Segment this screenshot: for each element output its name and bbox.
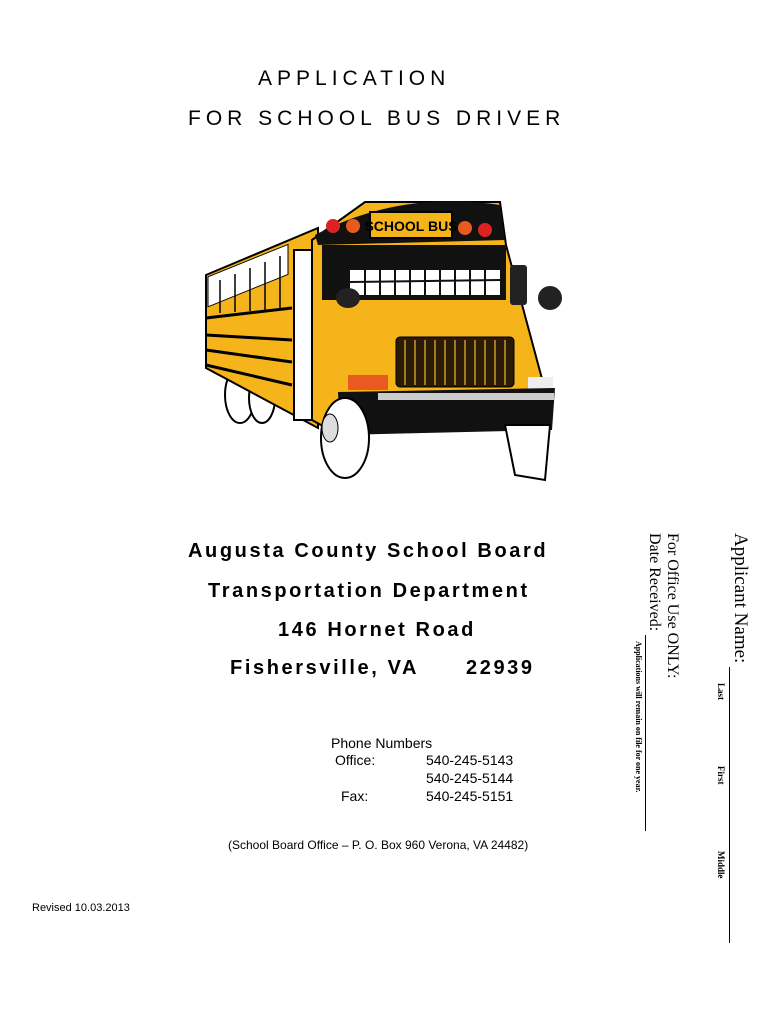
office-phone-2: 540-245-5144 — [426, 770, 514, 786]
label-last: Last — [716, 683, 726, 701]
bus-sign-text: SCHOOL BUS — [364, 218, 458, 234]
department-name: Transportation Department — [208, 580, 530, 602]
office-phone-1: 540-245-5143 — [426, 752, 514, 768]
applicant-sidebar — [634, 533, 751, 943]
title-line-1: APPLICATION — [258, 67, 451, 90]
date-received-field[interactable] — [645, 635, 662, 831]
school-bus-illustration — [200, 190, 570, 490]
applicant-name-label: Applicant Name: — [730, 533, 751, 664]
title-line-2: FOR SCHOOL BUS DRIVER — [188, 107, 566, 130]
label-middle: Middle — [716, 851, 726, 879]
revised-date: Revised 10.03.2013 — [32, 902, 130, 914]
applicant-name-field[interactable] — [729, 667, 746, 943]
org-name: Augusta County School Board — [188, 540, 549, 562]
fax-label: Fax: — [341, 788, 369, 804]
label-first: First — [716, 766, 726, 785]
office-use-label: For Office Use ONLY: — [664, 533, 681, 679]
retention-note: Applications will remain on file for one year. — [634, 641, 643, 793]
date-received-label: Date Received: — [646, 533, 663, 632]
street-address: 146 Hornet Road — [278, 619, 476, 641]
office-label: Office: — [335, 752, 376, 768]
mailing-address: (School Board Office – P. O. Box 960 Verona, VA 24482) — [228, 838, 529, 852]
zip-code: 22939 — [466, 657, 535, 679]
phone-heading: Phone Numbers — [331, 735, 433, 751]
fax-number: 540-245-5151 — [426, 788, 514, 804]
city-state: Fishersville, VA — [230, 657, 420, 679]
